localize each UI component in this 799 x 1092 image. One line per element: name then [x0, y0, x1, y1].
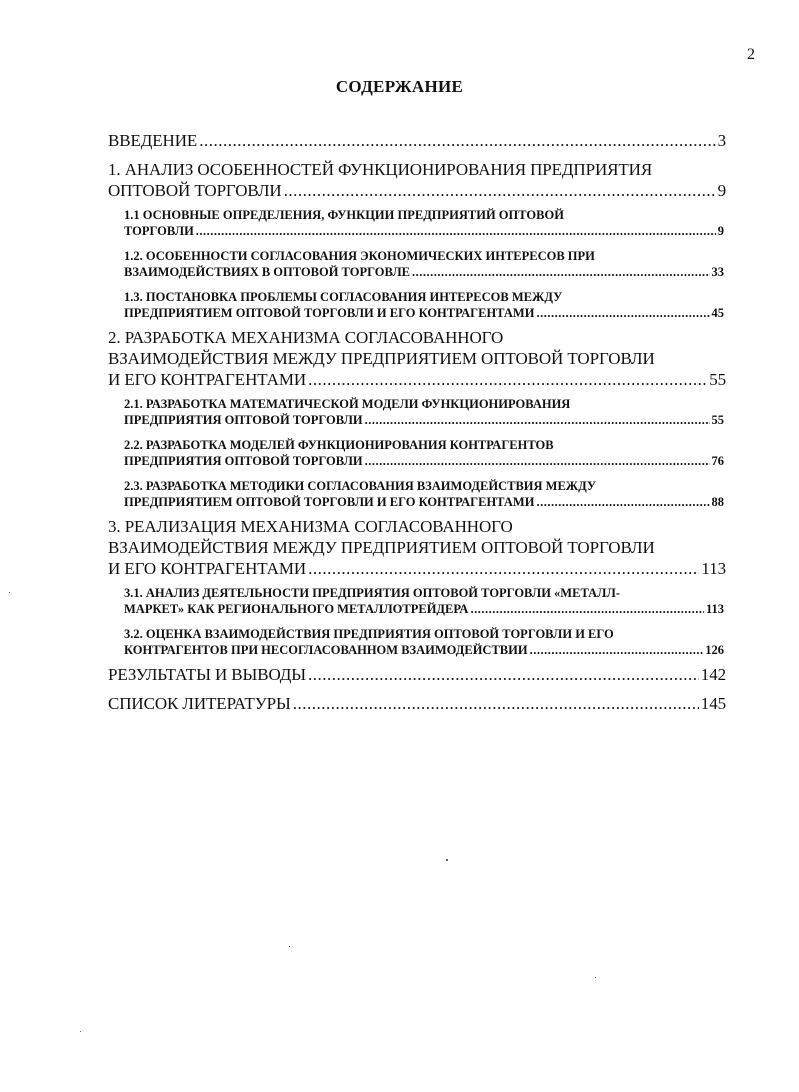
leader-dots [365, 412, 710, 428]
toc-entry-title: 3. РЕАЛИЗАЦИЯ МЕХАНИЗМА СОГЛАСОВАННОГО [108, 517, 513, 536]
toc-entry-chapter-1[interactable] [108, 159, 726, 201]
toc-entry-title-end: И ЕГО КОНТРАГЕНТАМИ [108, 559, 307, 578]
toc-entry-section-2-2[interactable] [124, 437, 724, 469]
page-title: СОДЕРЖАНИЕ [335, 77, 464, 96]
toc-entry-title-cont: ВЗАИМОДЕЙСТВИЯ МЕЖДУ ПРЕДПРИЯТИЕМ ОПТОВОЙ ТОРГОВЛИ [108, 538, 655, 557]
leader-dots [199, 130, 715, 151]
toc-entry-references[interactable] [108, 693, 726, 714]
toc-entry-title-end: ПРЕДПРИЯТИЕМ ОПТОВОЙ ТОРГОВЛИ И ЕГО КОНТРАГЕНТАМИ [124, 306, 535, 320]
toc-entry-section-1-1[interactable] [124, 207, 724, 239]
toc-entry-title-end: ПРЕДПРИЯТИЯ ОПТОВОЙ ТОРГОВЛИ [124, 454, 363, 468]
toc-page-number: 76 [711, 454, 724, 468]
scan-speck [80, 1031, 81, 1032]
toc-entry-title: 3.2. ОЦЕНКА ВЗАИМОДЕЙСТВИЯ ПРЕДПРИЯТИЯ ОПТОВОЙ ТОРГОВЛИ И ЕГО [124, 627, 614, 641]
toc-entry-results[interactable] [108, 664, 726, 685]
leader-dots [293, 693, 699, 714]
leader-dots [284, 180, 716, 201]
scan-speck [289, 946, 290, 947]
toc-page-number: 126 [705, 643, 724, 657]
leader-dots [530, 642, 704, 658]
toc-entry-section-3-1[interactable] [124, 585, 724, 617]
toc-page-number: 33 [711, 265, 724, 279]
toc-entry-title-end: ОПТОВОЙ ТОРГОВЛИ [108, 181, 282, 200]
toc-entry-section-2-1[interactable] [124, 396, 724, 428]
page-number: 2 [747, 46, 755, 63]
toc-page-number: 142 [700, 665, 726, 684]
scan-speck [9, 592, 10, 593]
leader-dots [412, 264, 710, 280]
leader-dots [308, 369, 707, 390]
scan-speck [595, 977, 596, 978]
toc-entry-section-3-2[interactable] [124, 626, 724, 658]
toc-entry-chapter-3[interactable] [108, 516, 726, 579]
toc-page-number: 55 [711, 413, 724, 427]
toc-entry-title: 2. РАЗРАБОТКА МЕХАНИЗМА СОГЛАСОВАННОГО [108, 328, 504, 347]
toc-page-number: 145 [700, 694, 726, 713]
leader-dots [365, 453, 710, 469]
toc-entry-title: 3.1. АНАЛИЗ ДЕЯТЕЛЬНОСТИ ПРЕДПРИЯТИЯ ОПТОВОЙ ТОРГОВЛИ «МЕТАЛЛ- [124, 586, 620, 600]
toc-page-number: 55 [709, 370, 726, 389]
leader-dots [308, 558, 699, 579]
toc-entry-title: 1. АНАЛИЗ ОСОБЕННОСТЕЙ ФУНКЦИОНИРОВАНИЯ ПРЕДПРИЯТИЯ [108, 160, 653, 179]
toc-entry-title-cont: ВЗАИМОДЕЙСТВИЯ МЕЖДУ ПРЕДПРИЯТИЕМ ОПТОВОЙ ТОРГОВЛИ [108, 349, 655, 368]
toc-page-number: 9 [717, 181, 726, 200]
leader-dots [196, 223, 716, 239]
toc-entry-title: 1.1 ОСНОВНЫЕ ОПРЕДЕЛЕНИЯ, ФУНКЦИИ ПРЕДПРИЯТИЙ ОПТОВОЙ [124, 208, 564, 222]
toc-page-number: 113 [701, 559, 726, 578]
toc-page-number: 9 [717, 224, 724, 238]
leader-dots [536, 494, 709, 510]
toc-entry-title: РЕЗУЛЬТАТЫ И ВЫВОДЫ [108, 665, 307, 684]
toc-entry-section-1-3[interactable] [124, 289, 724, 321]
leader-dots [470, 601, 704, 617]
toc-entry-section-2-3[interactable] [124, 478, 724, 510]
toc-entry-title-end: МАРКЕТ» КАК РЕГИОНАЛЬНОГО МЕТАЛЛОТРЕЙДЕРА [124, 602, 469, 616]
scan-speck [446, 859, 448, 861]
toc-entry-title-end: И ЕГО КОНТРАГЕНТАМИ [108, 370, 307, 389]
toc-entry-title: ВВЕДЕНИЕ [108, 131, 198, 150]
toc-entry-title: 2.2. РАЗРАБОТКА МОДЕЛЕЙ ФУНКЦИОНИРОВАНИЯ КОНТРАГЕНТОВ [124, 438, 554, 452]
toc-entry-chapter-2[interactable] [108, 327, 726, 390]
toc-entry-section-1-2[interactable] [124, 248, 724, 280]
toc-entry-title: 2.1. РАЗРАБОТКА МАТЕМАТИЧЕСКОЙ МОДЕЛИ ФУНКЦИОНИРОВАНИЯ [124, 397, 571, 411]
toc-entry-title-end: КОНТРАГЕНТОВ ПРИ НЕСОГЛАСОВАННОМ ВЗАИМОДЕЙСТВИИ [124, 643, 528, 657]
toc-entry-title: 2.3. РАЗРАБОТКА МЕТОДИКИ СОГЛАСОВАНИЯ ВЗАИМОДЕЙСТВИЯ МЕЖДУ [124, 479, 597, 493]
toc-entry-introduction[interactable] [108, 130, 726, 151]
leader-dots [536, 305, 709, 321]
toc-entry-title-end: ТОРГОВЛИ [124, 224, 194, 238]
toc-entry-title: 1.2. ОСОБЕННОСТИ СОГЛАСОВАНИЯ ЭКОНОМИЧЕСКИХ ИНТЕРЕСОВ ПРИ [124, 249, 595, 263]
toc-entry-title: 1.3. ПОСТАНОВКА ПРОБЛЕМЫ СОГЛАСОВАНИЯ ИНТЕРЕСОВ МЕЖДУ [124, 290, 563, 304]
toc-page-number: 113 [705, 602, 724, 616]
leader-dots [308, 664, 699, 685]
toc-page-number: 88 [711, 495, 724, 509]
toc-page-number: 45 [711, 306, 724, 320]
toc-entry-title-end: ВЗАИМОДЕЙСТВИЯХ В ОПТОВОЙ ТОРГОВЛЕ [124, 265, 410, 279]
table-of-contents [108, 130, 726, 714]
toc-entry-title-end: ПРЕДПРИЯТИЕМ ОПТОВОЙ ТОРГОВЛИ И ЕГО КОНТРАГЕНТАМИ [124, 495, 535, 509]
toc-entry-title-end: ПРЕДПРИЯТИЯ ОПТОВОЙ ТОРГОВЛИ [124, 413, 363, 427]
toc-entry-title: СПИСОК ЛИТЕРАТУРЫ [108, 694, 291, 713]
toc-page-number: 3 [717, 131, 726, 150]
